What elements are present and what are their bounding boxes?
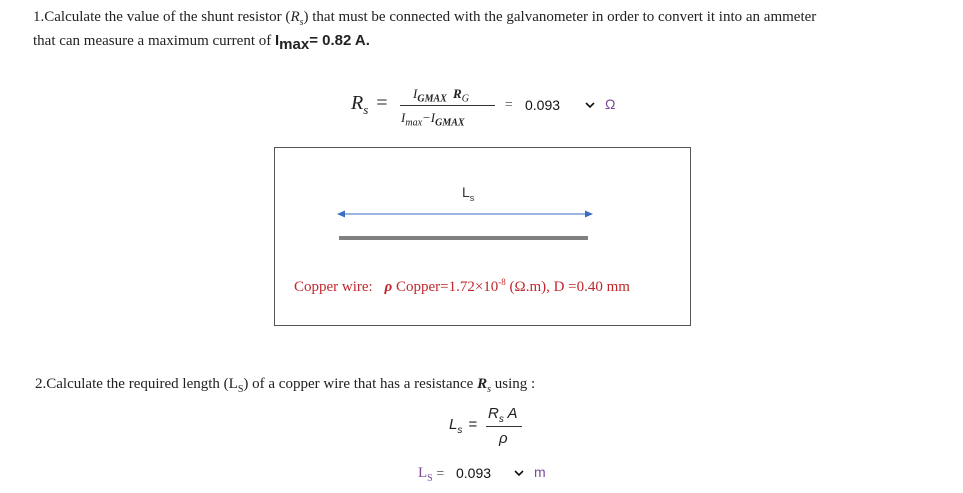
imax-value: = 0.82 A.: [309, 32, 370, 49]
q2-text-pre: 2.Calculate the required length (L: [35, 376, 238, 392]
answer-2-value: 0.093: [456, 465, 492, 481]
question-1-line-2: [33, 32, 370, 53]
q1-text-pre: 1.Calculate the value of the shunt resistor (: [33, 9, 291, 25]
answer-2-label-symbol: L: [418, 465, 428, 481]
imax-subscript: max: [279, 36, 310, 53]
num-r: R: [453, 86, 462, 101]
question-1-line-1: [33, 9, 816, 28]
num-i: I: [413, 86, 418, 101]
formula-1-lhs: [351, 92, 388, 118]
formula-1-equals: =: [376, 92, 388, 114]
den-i2: I: [430, 110, 436, 125]
caption-exponent: -8: [498, 277, 506, 287]
formula-2-denominator: ρ: [499, 430, 508, 447]
answer-2-unit: m: [534, 464, 546, 480]
formula-2-lhs: [449, 416, 477, 436]
answer-2-equals: =: [436, 465, 445, 480]
rs-subscript: s: [299, 17, 304, 28]
double-arrow-icon: [337, 208, 593, 220]
formula-2-num-sub: s: [498, 414, 504, 425]
q2-text-post: using :: [490, 376, 536, 392]
q1-line2-text: that can measure a maximum current of: [33, 33, 275, 49]
chevron-down-icon: [514, 464, 524, 485]
copper-wire-figure: [274, 147, 691, 326]
length-label-symbol: L: [462, 184, 470, 200]
answer-2-dropdown[interactable]: [449, 461, 531, 487]
imax-symbol: I: [275, 32, 280, 49]
num-i-sub: GMAX: [417, 93, 447, 105]
q2-rs-sub: s: [487, 384, 491, 395]
caption-label: Copper wire:: [294, 279, 373, 295]
formula-1-equals-answer: =: [505, 96, 513, 111]
answer-1-unit: Ω: [605, 96, 616, 112]
formula-2-numerator: [488, 405, 517, 425]
formula-2-lhs-symbol: L: [449, 416, 458, 433]
q2-ls-sub: S: [237, 384, 244, 395]
question-2-text: [35, 376, 535, 395]
q2-rs-symbol: R: [477, 376, 488, 392]
formula-1-lhs-sub: s: [363, 102, 369, 117]
formula-2-lhs-sub: s: [457, 425, 463, 436]
answer-2-label: [418, 465, 444, 484]
formula-1-fraction-bar: [400, 105, 495, 106]
length-label-sub: s: [469, 192, 475, 203]
chevron-down-icon: [585, 96, 595, 117]
rho-symbol: ρ: [384, 279, 393, 295]
den-i2-sub: GMAX: [435, 117, 465, 129]
length-label: [462, 184, 474, 203]
answer-1-value: 0.093: [525, 97, 561, 113]
formula-1-numerator: [413, 86, 469, 105]
formula-2-equals: =: [468, 416, 478, 433]
formula-2-fraction-bar: [486, 426, 522, 427]
answer-2-label-sub: S: [427, 473, 433, 484]
caption-rest: (Ω.m), D =0.40 mm: [505, 279, 630, 295]
wire-bar: [339, 236, 588, 240]
formula-1-lhs-symbol: R: [351, 92, 364, 114]
den-i-sub: max: [405, 117, 423, 129]
formula-2-num-a: A: [507, 405, 518, 422]
den-minus: −: [422, 110, 431, 125]
figure-caption: [294, 277, 630, 296]
den-i: I: [401, 110, 406, 125]
formula-1-denominator: [401, 110, 465, 129]
caption-text: Copper=1.72×10: [392, 279, 499, 295]
answer-1-dropdown[interactable]: [518, 93, 602, 119]
rs-symbol: R: [290, 9, 300, 25]
num-r-sub: G: [461, 93, 469, 105]
q1-text-post: ) that must be connected with the galvanometer in order to convert it into an ammeter: [303, 9, 817, 25]
imax-expression: [275, 32, 370, 53]
formula-2-num-r: R: [488, 405, 499, 422]
q2-text-mid: ) of a copper wire that has a resistance: [243, 376, 478, 392]
